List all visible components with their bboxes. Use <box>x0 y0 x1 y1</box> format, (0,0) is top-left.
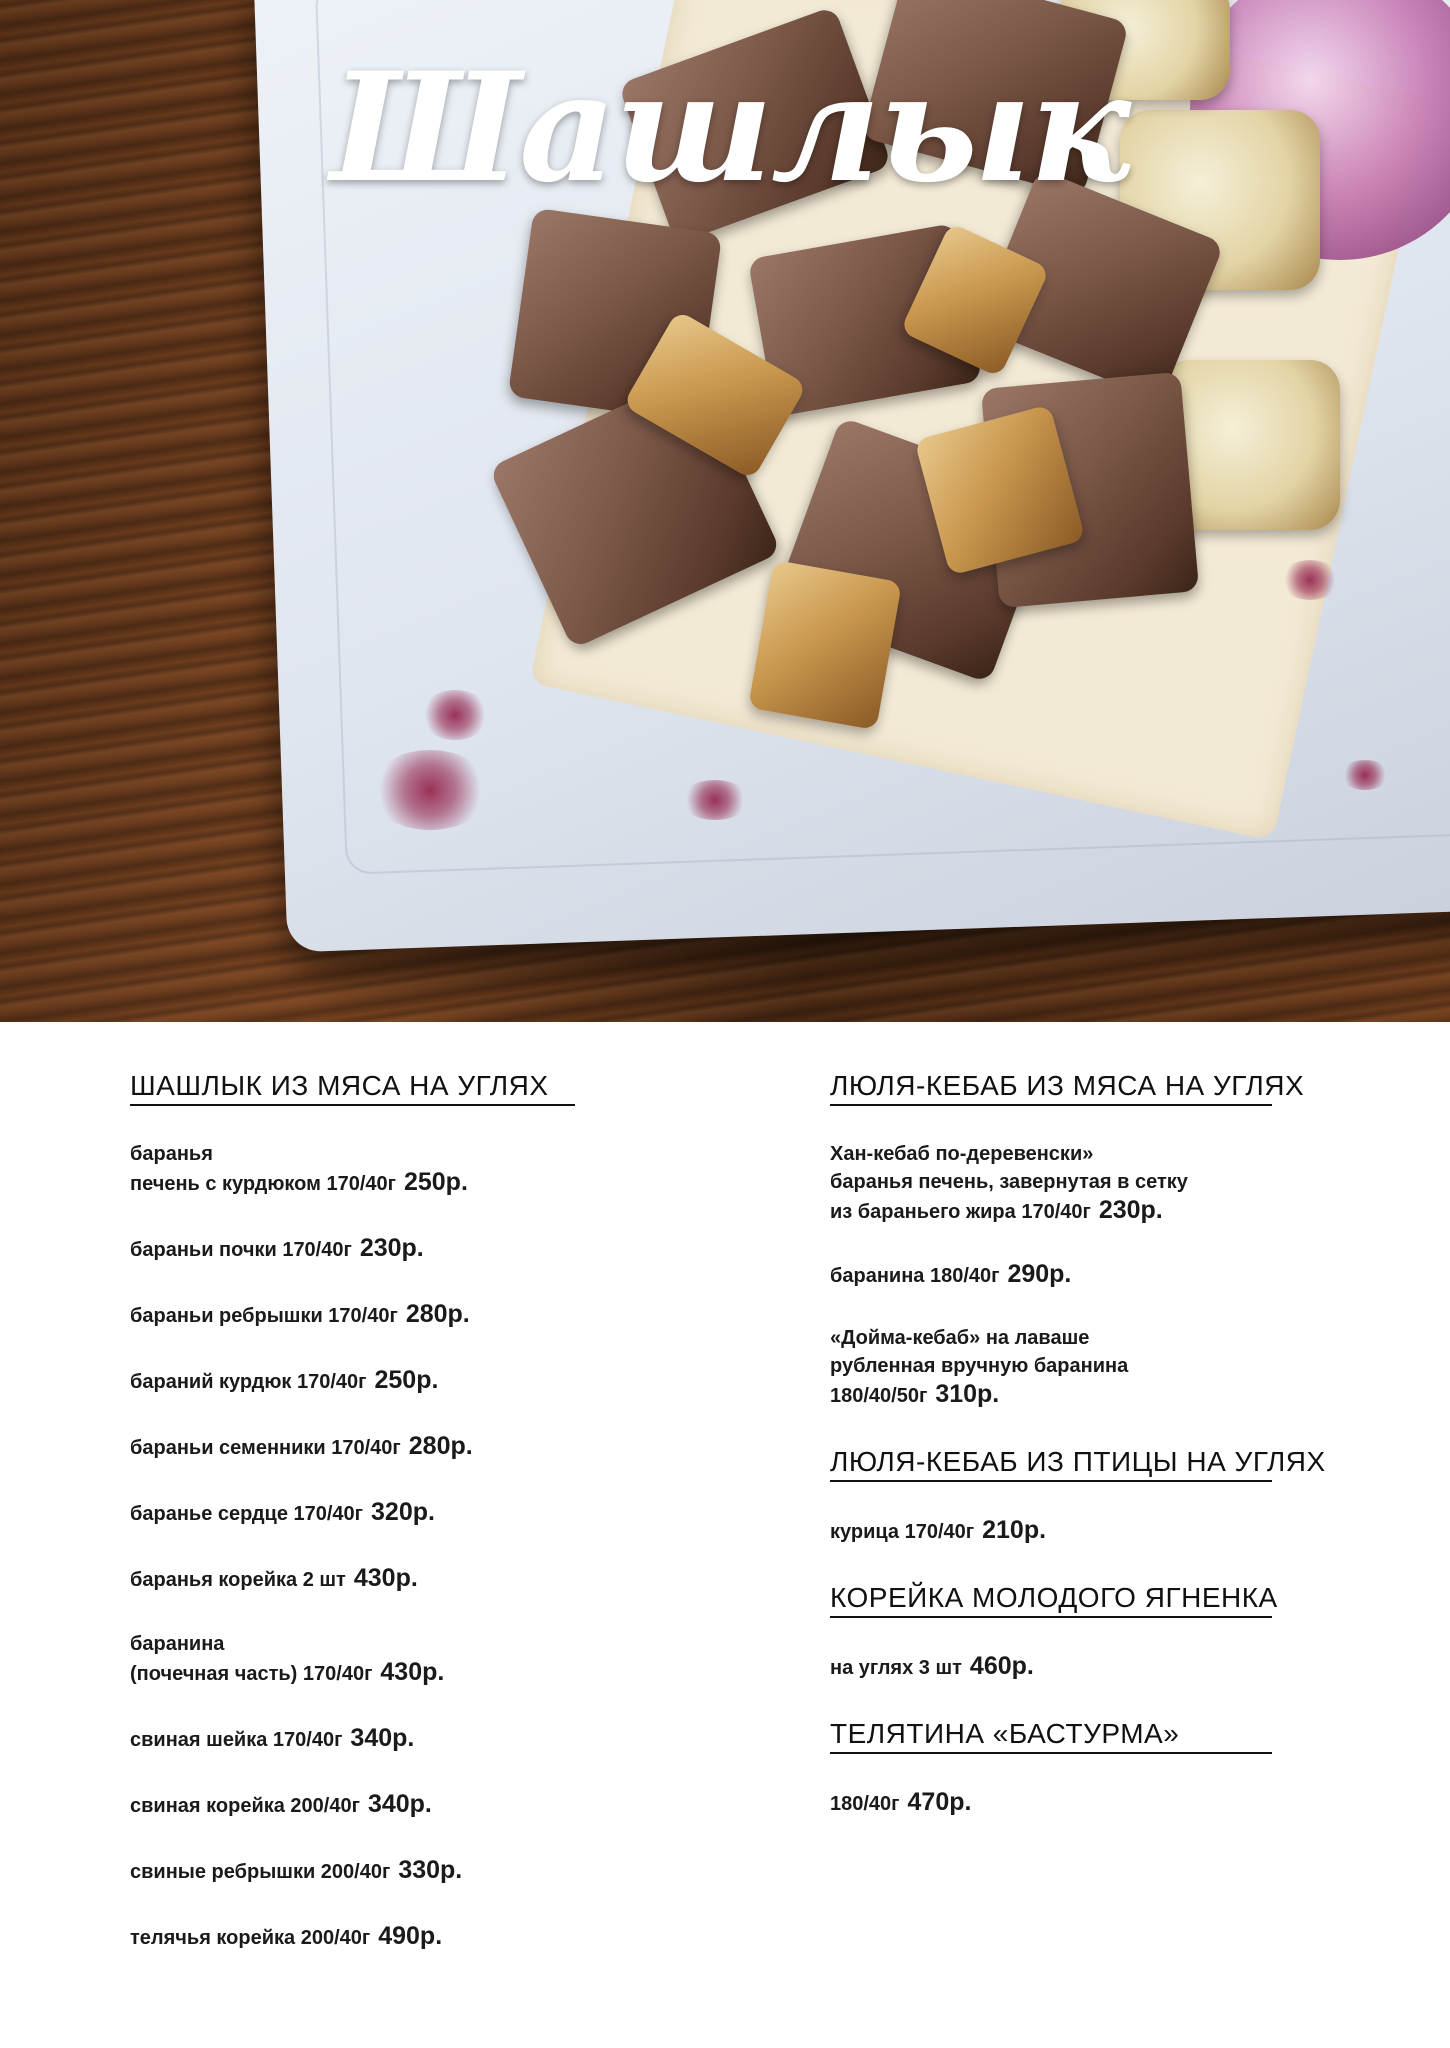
menu-section <box>830 1070 1390 1410</box>
menu-item-price: 320р. <box>371 1498 435 1526</box>
menu-item-line <box>830 1516 1390 1546</box>
spacer <box>830 1290 1390 1324</box>
menu-item-price: 470р. <box>907 1788 972 1816</box>
menu-item-name: «Дойма-кебаб» на лаваше <box>830 1327 1090 1349</box>
spacer <box>130 1594 750 1630</box>
menu-section <box>830 1718 1390 1818</box>
menu-item-line <box>130 1630 750 1658</box>
section-shashlik-meat <box>130 1070 750 1952</box>
right-menu-column <box>830 1070 1390 1818</box>
menu-item <box>830 1652 1390 1682</box>
spacer <box>130 1820 750 1856</box>
menu-item-price: 210р. <box>982 1516 1047 1544</box>
menu-item-line <box>130 1498 750 1528</box>
menu-item-price: 430р. <box>353 1564 418 1592</box>
menu-item-line <box>830 1324 1390 1352</box>
menu-item <box>130 1432 750 1462</box>
menu-item <box>830 1788 1390 1818</box>
menu-item-price: 280р. <box>405 1300 470 1328</box>
menu-item-name: бараньи почки 170/40г <box>130 1239 352 1261</box>
menu-item-line <box>830 1788 1390 1818</box>
menu-item-name: 180/40/50г <box>830 1385 928 1407</box>
fat-piece <box>748 560 902 730</box>
menu-item-price: 340р. <box>350 1724 415 1752</box>
menu-item <box>130 1790 750 1820</box>
spacer <box>830 1226 1390 1260</box>
menu-item <box>130 1234 750 1264</box>
section-underline <box>130 1104 575 1106</box>
menu-item-name: печень с курдюком 170/40г <box>130 1173 396 1195</box>
menu-item-price: 230р. <box>359 1234 424 1262</box>
menu-item <box>830 1140 1390 1226</box>
menu-item-line <box>130 1432 750 1462</box>
menu-item-line <box>830 1260 1390 1290</box>
menu-item <box>830 1260 1390 1290</box>
menu-item-line <box>130 1564 750 1594</box>
menu-item-line <box>130 1790 750 1820</box>
menu-item-line <box>830 1168 1390 1196</box>
hero-title: Шашлык <box>330 40 1130 216</box>
menu-item <box>130 1564 750 1594</box>
menu-item-line <box>130 1724 750 1754</box>
menu-item-name: курица 170/40г <box>830 1521 975 1543</box>
menu-item-price: 230р. <box>1098 1196 1163 1224</box>
section-title: ЛЮЛЯ-КЕБАБ ИЗ ПТИЦЫ НА УГЛЯХ <box>830 1446 1326 1477</box>
menu-item <box>130 1366 750 1396</box>
menu-item-price: 290р. <box>1007 1260 1072 1288</box>
menu-items <box>130 1140 750 1952</box>
menu-item <box>130 1300 750 1330</box>
menu-item-name: на углях 3 шт <box>830 1657 962 1679</box>
menu-item-name: свиные ребрышки 200/40г <box>130 1861 391 1883</box>
menu-item-price: 280р. <box>408 1432 473 1460</box>
menu-item <box>130 1498 750 1528</box>
sumac-spice <box>680 780 750 820</box>
menu-item-name: баранина <box>130 1633 225 1655</box>
menu-item-line <box>830 1140 1390 1168</box>
sumac-spice <box>420 690 490 740</box>
menu-section <box>830 1582 1390 1682</box>
menu-item-line <box>830 1352 1390 1380</box>
menu-item-price: 490р. <box>378 1922 443 1950</box>
spacer <box>830 1546 1390 1582</box>
menu-items <box>830 1652 1390 1682</box>
menu-item-name: 180/40г <box>830 1793 900 1815</box>
menu-item-name: баранья <box>130 1143 213 1165</box>
menu-item <box>130 1922 750 1952</box>
menu-item-name: свиная шейка 170/40г <box>130 1729 343 1751</box>
menu-item <box>830 1516 1390 1546</box>
menu-item-price: 340р. <box>367 1790 432 1818</box>
spacer <box>130 1198 750 1234</box>
menu-item-name: баранья печень, завернутая в сетку <box>830 1171 1188 1193</box>
menu-item-line <box>130 1856 750 1886</box>
hero-photo <box>0 0 1450 1022</box>
menu-item <box>130 1630 750 1688</box>
menu-item <box>830 1324 1390 1410</box>
section-title: КОРЕЙКА МОЛОДОГО ЯГНЕНКА <box>830 1582 1278 1613</box>
menu-item-price: 330р. <box>398 1856 463 1884</box>
section-title: ТЕЛЯТИНА «БАСТУРМА» <box>830 1718 1180 1749</box>
menu-item-name: баранина 180/40г <box>830 1265 1000 1287</box>
menu-item-price: 430р. <box>380 1658 445 1686</box>
menu-item-name: бараньи ребрышки 170/40г <box>130 1305 398 1327</box>
section-underline <box>830 1752 1272 1754</box>
sumac-spice <box>1280 560 1340 600</box>
menu-item-name: Хан-кебаб по-деревенски» <box>830 1143 1094 1165</box>
spacer <box>830 1682 1390 1718</box>
menu-item-line <box>130 1168 750 1198</box>
menu-item-name: (почечная часть) 170/40г <box>130 1663 373 1685</box>
left-menu-column <box>130 1070 750 1952</box>
menu-item <box>130 1140 750 1198</box>
sumac-spice <box>370 750 490 830</box>
menu-item-price: 460р. <box>969 1652 1034 1680</box>
menu-item-line <box>830 1380 1390 1410</box>
menu-item-name: рубленная вручную баранина <box>830 1355 1129 1377</box>
spacer <box>130 1264 750 1300</box>
menu-item-name: баранье сердце 170/40г <box>130 1503 364 1525</box>
menu-item-name: из бараньего жира 170/40г <box>830 1201 1091 1223</box>
section-underline <box>830 1480 1272 1482</box>
menu-item-name: телячья корейка 200/40г <box>130 1927 371 1949</box>
spacer <box>130 1396 750 1432</box>
spacer <box>130 1688 750 1724</box>
menu-item-line <box>130 1140 750 1168</box>
menu-item-price: 250р. <box>403 1168 468 1196</box>
menu-item-line <box>130 1234 750 1264</box>
menu-item-line <box>130 1366 750 1396</box>
menu-item-name: баранья корейка 2 шт <box>130 1569 346 1591</box>
menu-items <box>830 1140 1390 1410</box>
menu-item-name: бараний курдюк 170/40г <box>130 1371 367 1393</box>
menu-item <box>130 1724 750 1754</box>
spacer <box>830 1410 1390 1446</box>
spacer <box>130 1886 750 1922</box>
menu-item <box>130 1856 750 1886</box>
menu-items <box>830 1788 1390 1818</box>
sumac-spice <box>1340 760 1390 790</box>
section-underline <box>830 1616 1272 1618</box>
menu-section <box>830 1446 1390 1546</box>
section-title: ЛЮЛЯ-КЕБАБ ИЗ МЯСА НА УГЛЯХ <box>830 1070 1305 1101</box>
menu-item-name: бараньи семенники 170/40г <box>130 1437 401 1459</box>
menu-item-line <box>830 1196 1390 1226</box>
menu-item-price: 250р. <box>374 1366 439 1394</box>
menu-item-line <box>830 1652 1390 1682</box>
menu-items <box>830 1516 1390 1546</box>
menu-item-name: свиная корейка 200/40г <box>130 1795 360 1817</box>
spacer <box>130 1528 750 1564</box>
spacer <box>130 1462 750 1498</box>
spacer <box>130 1330 750 1366</box>
section-underline <box>830 1104 1272 1106</box>
menu-item-line <box>130 1658 750 1688</box>
section-title: ШАШЛЫК ИЗ МЯСА НА УГЛЯХ <box>130 1070 549 1101</box>
menu-item-line <box>130 1300 750 1330</box>
menu-item-price: 310р. <box>935 1380 1000 1408</box>
menu-item-line <box>130 1922 750 1952</box>
spacer <box>130 1754 750 1790</box>
